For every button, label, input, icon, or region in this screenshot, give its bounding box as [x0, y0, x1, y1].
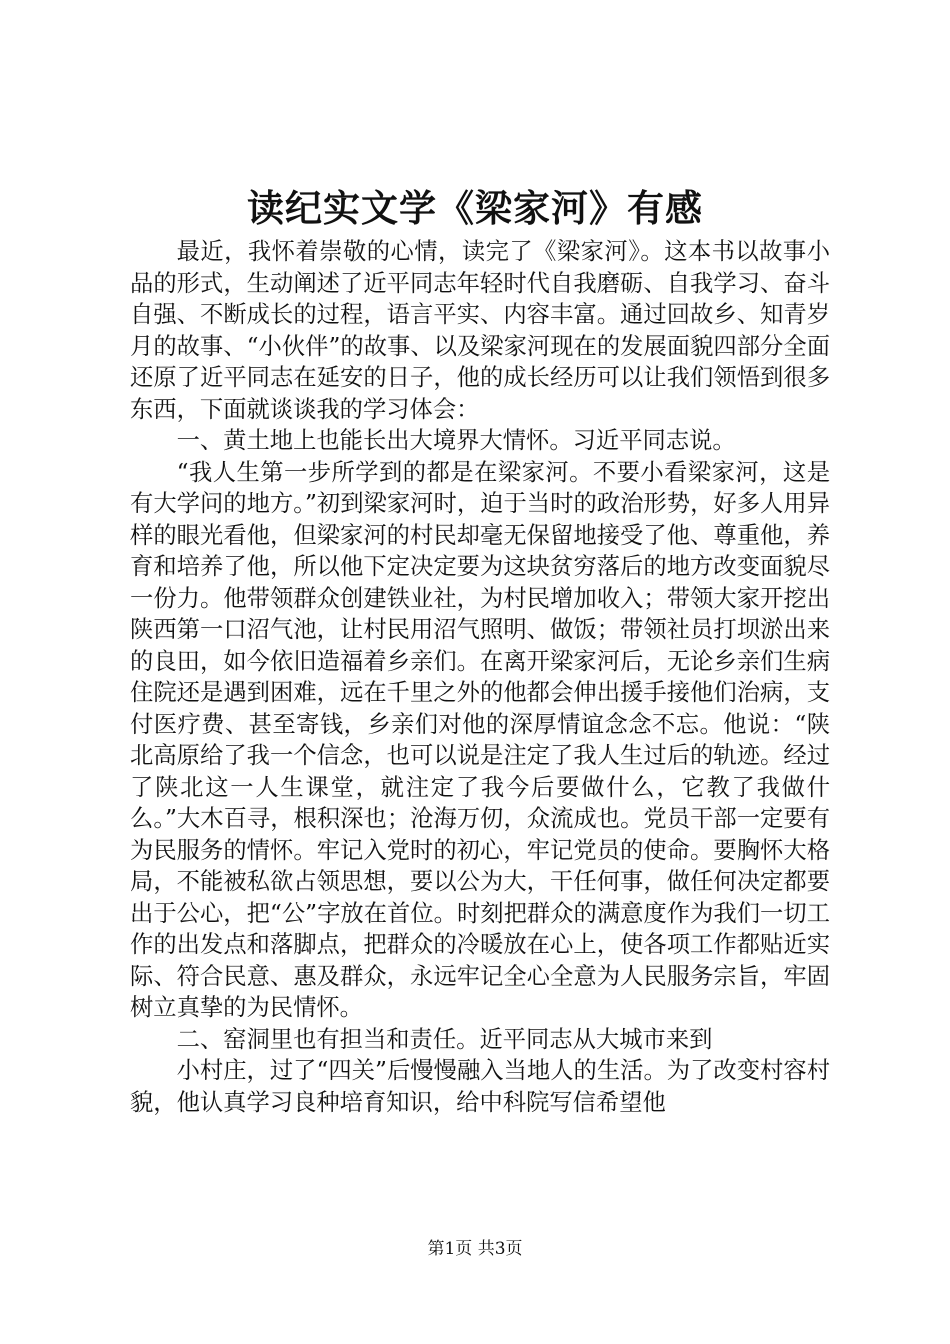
page-title: 读纪实文学《梁家河》有感	[247, 187, 703, 230]
page-footer: 第1页 共3页	[427, 1239, 523, 1259]
paragraph-heading-two: 二、窑洞里也有担当和责任。近平同志从大城市来到	[176, 1025, 713, 1053]
paragraph-intro: 最近，我怀着崇敬的心情，读完了《梁家河》。这本书以故事小品的形式，生动阐述了近平同志年轻时代自我磨砺、自我学习、奋斗自强、不断成长的过程，语言平实、内容丰富。通过回故乡、知青岁月的故事、“小伙伴”的故事、以及梁家河现在的发展面貌四部分全面还原了近平同志在延安的日子，他的成长经历可以让我们领悟到很多东西，下面就谈谈我的学习体会：	[130, 238, 830, 423]
paragraph-continuation: 小村庄，过了“四关”后慢慢融入当地人的生活。为了改变村容村貌，他认真学习良种培育知识，给中科院写信希望他	[130, 1057, 830, 1116]
paragraph-quote: “我人生第一步所学到的都是在梁家河。不要小看梁家河，这是有大学问的地方。”初到梁家河时，迫于当时的政治形势，好多人用异样的眼光看他，但梁家河的村民却毫无保留地接受了他、尊重他，养育和培养了他，所以他下定决定要为这块贫穷落后的地方改变面貌尽一份力。他带领群众创建铁业社，为村民增加收入；带领大家开挖出陕西第一口沼气池，让村民用沼气照明、做饭；带领社员打坝淤出来的良田，如今依旧造福着乡亲们。在离开梁家河后，无论乡亲们生病住院还是遇到困难，远在千里之外的他都会伸出援手接他们治病，支付医疗费、甚至寄钱，乡亲们对他的深厚情谊念念不忘。他说：“陕北高原给了我一个信念，也可以说是注定了我人生过后的轨迹。经过了陕北这一人生课堂，就注定了我今后要做什么，它教了我做什么。”大木百寻，根积深也；沧海万仞，众流成也。党员干部一定要有为民服务的情怀。牢记入党时的初心，牢记党员的使命。要胸怀大格局，不能被私欲占领思想，要以公为大，干任何事，做任何决定都要出于公心，把“公”字放在首位。时刻把群众的满意度作为我们一切工作的出发点和落脚点，把群众的冷暖放在心上，使各项工作都贴近实际、符合民意、惠及群众，永远牢记全心全意为人民服务宗旨，牢固树立真挚的为民情怀。	[130, 458, 830, 1021]
body-text	[130, 236, 830, 1118]
paragraph-heading-one: 一、黄土地上也能长出大境界大情怀。习近平同志说。	[176, 427, 736, 454]
